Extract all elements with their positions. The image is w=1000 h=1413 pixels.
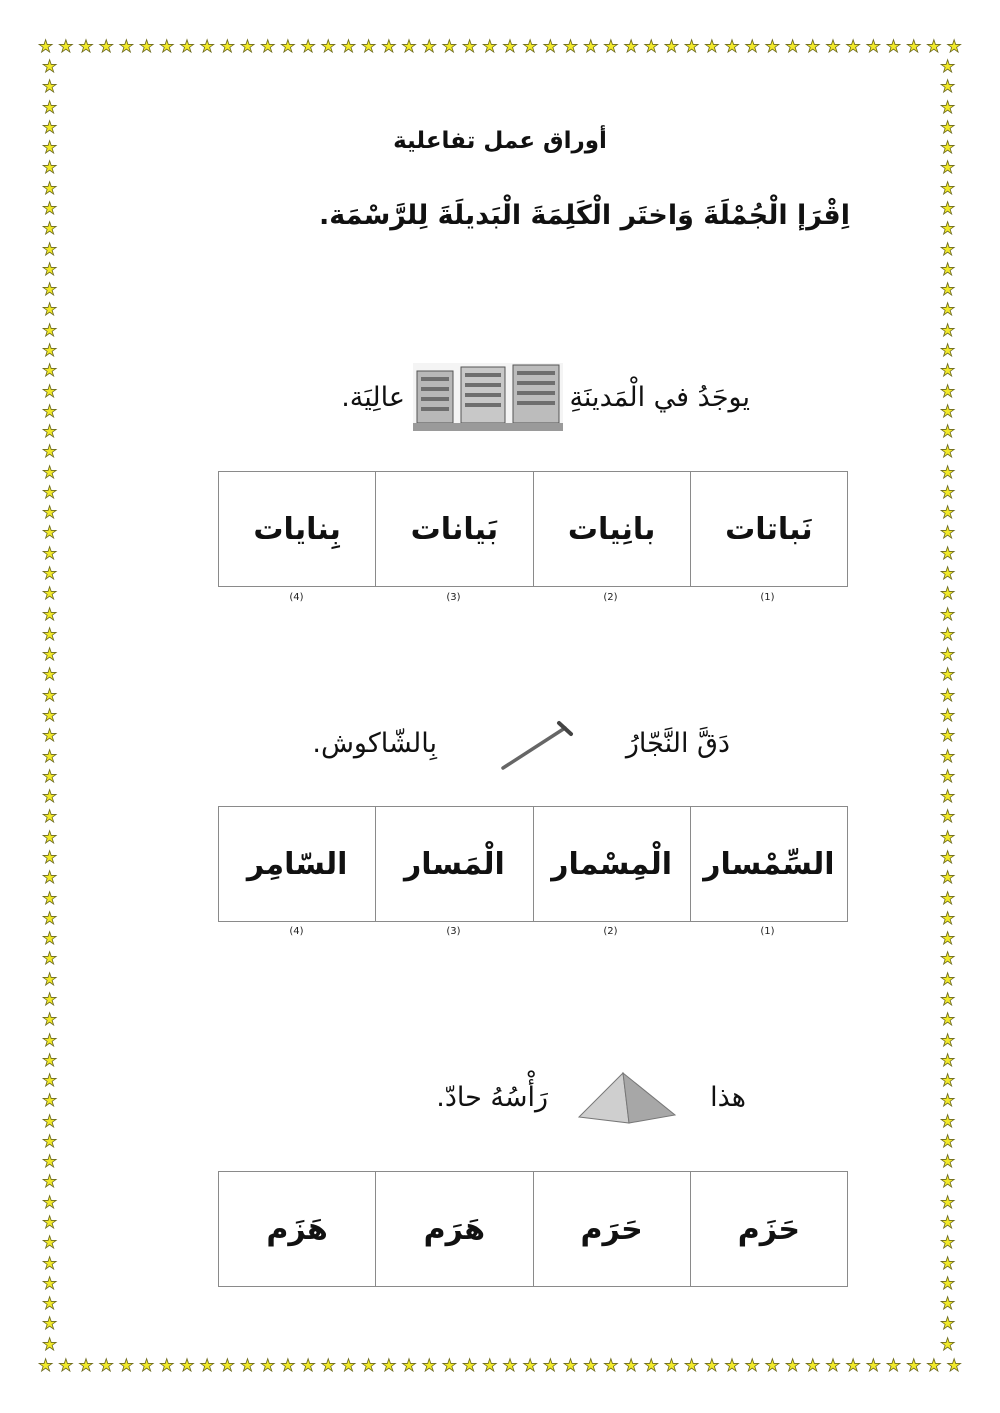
star-icon: ★ [663,1356,680,1376]
star-icon: ★ [42,1253,58,1274]
star-icon: ★ [42,178,58,199]
star-icon: ★ [219,1356,235,1376]
q3-choice-4[interactable]: هَزَم [266,1211,328,1247]
star-icon: ★ [219,37,235,57]
star-icon: ★ [42,929,58,950]
star-icon: ★ [940,564,956,585]
star-icon: ★ [42,280,58,301]
star-icon: ★ [940,401,956,422]
star-icon: ★ [159,1356,175,1376]
star-icon: ★ [603,37,619,57]
question-1-sentence-start: يوجَدُ في الْمَدينَةِ [569,382,750,413]
star-icon: ★ [42,543,58,564]
star-icon: ★ [940,868,956,889]
star-icon: ★ [42,746,58,767]
star-icon: ★ [940,1050,956,1071]
q1-number-2: (2) [603,592,618,603]
q2-choice-3[interactable]: الْمَسار [375,807,532,921]
q3-choice-1[interactable]: حَزَم [690,1172,847,1286]
q3-choice-3[interactable]: هَرَم [375,1172,532,1286]
star-icon: ★ [42,57,58,77]
star-icon: ★ [78,37,94,57]
star-icon: ★ [138,37,155,57]
star-icon: ★ [940,1213,956,1234]
star-icon: ★ [502,1356,518,1376]
star-icon: ★ [361,37,377,57]
star-icon: ★ [940,1294,956,1315]
star-icon: ★ [42,1233,58,1254]
star-icon: ★ [42,523,58,544]
star-icon: ★ [42,868,58,889]
star-icon: ★ [643,37,659,57]
question-3-sentence-start: هذا [710,1082,746,1113]
star-icon: ★ [940,766,956,787]
star-icon: ★ [542,37,558,57]
star-icon: ★ [58,1356,74,1376]
star-icon: ★ [940,543,956,564]
star-icon: ★ [845,1356,861,1376]
star-icon: ★ [42,340,58,361]
star-icon: ★ [42,219,58,240]
star-icon: ★ [42,239,58,260]
star-icon: ★ [280,37,296,57]
star-icon: ★ [940,381,956,402]
star-icon: ★ [42,259,58,280]
star-icon: ★ [663,37,680,57]
question-2-sentence-start: دَقَّ النَّجّارُ [625,728,730,759]
star-icon: ★ [906,1356,922,1376]
star-icon: ★ [926,1356,942,1376]
nail-icon [467,710,607,780]
star-icon: ★ [522,37,538,57]
q2-choice-2[interactable]: الْمِسْمار [533,807,690,921]
star-icon: ★ [502,37,518,57]
star-icon: ★ [138,1356,155,1376]
star-icon: ★ [78,1356,94,1376]
star-icon: ★ [885,1356,902,1376]
star-icon: ★ [42,503,58,524]
star-icon: ★ [260,37,276,57]
star-icon: ★ [421,37,437,57]
q3-choice-2[interactable]: حَرَم [533,1172,690,1286]
star-icon: ★ [764,1356,780,1376]
star-icon: ★ [940,219,956,240]
star-icon: ★ [940,706,956,726]
star-icon: ★ [179,1356,195,1376]
star-icon: ★ [940,685,956,706]
star-icon: ★ [583,37,599,57]
star-icon: ★ [940,787,956,808]
star-icon: ★ [42,888,58,909]
question-2-choices [218,806,848,922]
pyramid-icon [557,1067,697,1133]
question-3-choices [218,1171,848,1287]
star-icon: ★ [522,1356,538,1376]
star-icon: ★ [42,1172,58,1193]
star-icon: ★ [42,908,58,929]
star-icon: ★ [940,462,956,483]
star-icon: ★ [42,1091,58,1112]
star-icon: ★ [38,1356,54,1376]
star-icon: ★ [940,847,956,868]
star-icon: ★ [42,949,58,970]
star-icon: ★ [940,1253,956,1274]
star-icon: ★ [381,37,397,57]
star-icon: ★ [42,77,58,98]
question-1-choices [218,471,848,587]
star-icon: ★ [42,361,58,382]
star-icon: ★ [946,1356,962,1376]
star-icon: ★ [98,1356,114,1376]
star-icon: ★ [199,37,215,57]
star-icon: ★ [42,787,58,808]
star-icon: ★ [940,929,956,950]
star-icon: ★ [825,1356,841,1376]
star-icon: ★ [940,57,956,77]
star-icon: ★ [926,37,942,57]
star-border-bottom [38,1357,962,1375]
q1-choice-4[interactable]: بِنايات [253,511,341,547]
q1-choice-3[interactable]: بَيانات [375,472,532,586]
star-border-right [940,58,955,1354]
star-icon: ★ [461,1356,478,1376]
star-icon: ★ [42,645,58,666]
star-icon: ★ [940,77,956,98]
star-icon: ★ [940,645,956,666]
star-icon: ★ [42,117,58,138]
star-icon: ★ [562,37,579,57]
star-icon: ★ [199,1356,215,1376]
star-icon: ★ [179,37,195,57]
star-icon: ★ [320,37,336,57]
star-icon: ★ [784,37,801,57]
star-icon: ★ [42,198,58,219]
star-icon: ★ [421,1356,437,1376]
star-icon: ★ [42,584,58,605]
star-icon: ★ [906,37,922,57]
star-icon: ★ [98,37,114,57]
star-icon: ★ [744,37,760,57]
star-icon: ★ [42,138,58,159]
star-icon: ★ [42,300,58,321]
question-3-sentence-end: رَأْسُهُ حادّ. [436,1082,548,1113]
star-icon: ★ [42,320,58,341]
star-icon: ★ [940,1172,956,1193]
star-icon: ★ [300,37,316,57]
star-icon: ★ [845,37,861,57]
star-icon: ★ [482,37,498,57]
star-icon: ★ [940,949,956,970]
star-icon: ★ [940,361,956,382]
q2-choice-4[interactable]: السّامِر [246,846,348,882]
star-icon: ★ [42,442,58,463]
star-icon: ★ [940,1071,956,1092]
star-icon: ★ [603,1356,619,1376]
star-icon: ★ [42,1030,58,1051]
star-icon: ★ [940,888,956,909]
star-icon: ★ [42,969,58,990]
star-icon: ★ [940,969,956,990]
star-icon: ★ [940,1111,956,1132]
star-icon: ★ [42,1131,58,1152]
star-icon: ★ [805,37,821,57]
star-icon: ★ [542,1356,558,1376]
star-icon: ★ [42,807,58,828]
star-icon: ★ [42,665,58,686]
star-icon: ★ [940,908,956,929]
star-icon: ★ [684,37,700,57]
question-1-sentence-end: عالِيَة. [341,382,405,413]
star-icon: ★ [401,37,417,57]
star-icon: ★ [42,1314,58,1335]
q2-number-4: (4) [289,926,304,937]
star-icon: ★ [940,1152,956,1173]
star-icon: ★ [940,158,956,179]
star-icon: ★ [940,138,956,159]
star-icon: ★ [42,1071,58,1092]
star-icon: ★ [940,320,956,341]
star-icon: ★ [260,1356,276,1376]
star-icon: ★ [42,97,58,118]
star-icon: ★ [441,37,457,57]
star-icon: ★ [42,1273,58,1294]
question-1-choice-numbers [218,592,846,603]
star-icon: ★ [42,158,58,179]
q1-choice-1[interactable]: نَباتات [690,472,847,586]
star-icon: ★ [940,1030,956,1051]
star-icon: ★ [940,503,956,524]
star-border-top [38,38,962,56]
star-icon: ★ [704,1356,720,1376]
q2-number-2: (2) [603,926,618,937]
star-icon: ★ [280,1356,296,1376]
star-icon: ★ [42,726,58,747]
star-icon: ★ [724,1356,740,1376]
star-icon: ★ [42,1192,58,1213]
star-icon: ★ [300,1356,316,1376]
star-icon: ★ [38,37,54,57]
star-icon: ★ [946,37,962,57]
star-icon: ★ [42,1294,58,1315]
star-icon: ★ [940,340,956,361]
star-icon: ★ [784,1356,801,1376]
star-icon: ★ [42,706,58,726]
star-icon: ★ [239,1356,256,1376]
star-icon: ★ [940,259,956,280]
q2-number-3: (3) [446,926,461,937]
star-icon: ★ [58,37,74,57]
star-icon: ★ [42,1334,58,1355]
star-icon: ★ [42,1010,58,1031]
star-icon: ★ [940,746,956,767]
star-icon: ★ [940,1192,956,1213]
q1-choice-2[interactable]: بانِيات [533,472,690,586]
star-icon: ★ [940,584,956,605]
star-icon: ★ [940,482,956,503]
star-icon: ★ [239,37,256,57]
star-icon: ★ [42,989,58,1010]
star-icon: ★ [42,462,58,483]
star-icon: ★ [441,1356,457,1376]
star-icon: ★ [42,766,58,787]
star-icon: ★ [865,37,881,57]
star-icon: ★ [825,37,841,57]
instruction-text: اِقْرَإ الْجُمْلَةَ وَاختَر الْكَلِمَةَ الْبَديلَةَ لِلرَّسْمَة. [318,200,850,231]
star-icon: ★ [42,624,58,645]
star-icon: ★ [940,827,956,848]
star-icon: ★ [940,422,956,443]
star-icon: ★ [42,564,58,585]
star-icon: ★ [42,381,58,402]
star-icon: ★ [42,1152,58,1173]
star-icon: ★ [724,37,740,57]
star-icon: ★ [562,1356,579,1376]
star-icon: ★ [320,1356,336,1376]
star-icon: ★ [340,1356,357,1376]
star-icon: ★ [940,97,956,118]
star-icon: ★ [482,1356,498,1376]
star-icon: ★ [461,37,478,57]
star-icon: ★ [940,1091,956,1112]
star-icon: ★ [744,1356,760,1376]
star-icon: ★ [118,1356,134,1376]
star-icon: ★ [401,1356,417,1376]
q1-number-3: (3) [446,592,461,603]
star-icon: ★ [42,482,58,503]
star-icon: ★ [940,726,956,747]
star-icon: ★ [42,1050,58,1071]
star-icon: ★ [42,1111,58,1132]
star-icon: ★ [42,401,58,422]
star-icon: ★ [623,1356,639,1376]
star-icon: ★ [643,1356,659,1376]
star-icon: ★ [940,1314,956,1335]
star-icon: ★ [42,1213,58,1234]
star-icon: ★ [940,1010,956,1031]
star-icon: ★ [940,1273,956,1294]
star-icon: ★ [684,1356,700,1376]
star-icon: ★ [940,1334,956,1355]
star-icon: ★ [865,1356,881,1376]
star-icon: ★ [42,847,58,868]
star-icon: ★ [361,1356,377,1376]
star-icon: ★ [940,198,956,219]
star-icon: ★ [42,685,58,706]
question-2-choice-numbers [218,926,846,937]
worksheet-title: أوراق عمل تفاعلية [393,128,607,154]
star-icon: ★ [940,989,956,1010]
q1-number-4: (4) [289,592,304,603]
star-icon: ★ [340,37,357,57]
star-icon: ★ [623,37,639,57]
star-icon: ★ [940,117,956,138]
star-icon: ★ [42,604,58,625]
star-icon: ★ [42,422,58,443]
star-icon: ★ [940,178,956,199]
star-icon: ★ [159,37,175,57]
star-icon: ★ [381,1356,397,1376]
star-icon: ★ [704,37,720,57]
star-icon: ★ [940,280,956,301]
star-icon: ★ [42,827,58,848]
q1-number-1: (1) [760,592,775,603]
star-icon: ★ [118,37,134,57]
star-icon: ★ [805,1356,821,1376]
question-2-sentence-end: بِالشّاكوش. [312,728,437,759]
star-icon: ★ [940,442,956,463]
star-icon: ★ [885,37,902,57]
buildings-icon [413,363,563,431]
q2-number-1: (1) [760,926,775,937]
star-icon: ★ [940,239,956,260]
star-icon: ★ [940,1233,956,1254]
star-icon: ★ [583,1356,599,1376]
q2-choice-1[interactable]: السِّمْسار [690,807,847,921]
star-icon: ★ [940,624,956,645]
star-icon: ★ [940,300,956,321]
star-icon: ★ [764,37,780,57]
star-icon: ★ [940,665,956,686]
star-icon: ★ [940,807,956,828]
star-icon: ★ [940,1131,956,1152]
star-border-left [42,58,57,1354]
star-icon: ★ [940,604,956,625]
star-icon: ★ [940,523,956,544]
